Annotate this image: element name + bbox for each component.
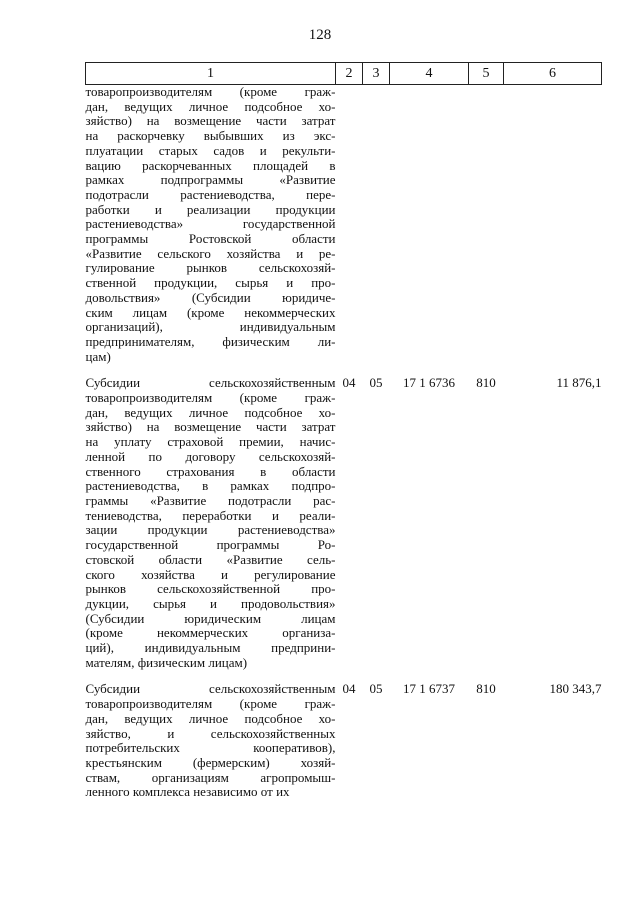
expense-type-code: 810 bbox=[476, 681, 496, 697]
row-description bbox=[86, 682, 336, 800]
description-line: на уплату страховой премии, начис- bbox=[85, 434, 336, 450]
description-line: граммы «Развитие подотрасли рас- bbox=[85, 492, 336, 508]
description-line: программы Ростовской области bbox=[85, 231, 336, 247]
row-description bbox=[86, 376, 336, 670]
description-line: предпринимателям, физическим ли- bbox=[85, 333, 336, 349]
description-line: товаропроизводителям (кроме граж- bbox=[85, 390, 336, 406]
target-article-code: 17 1 6736 bbox=[403, 375, 455, 391]
description-line: Субсидии сельскохозяйственным bbox=[85, 681, 336, 697]
description-line: зяйство) на возмещение части затрат bbox=[85, 113, 336, 129]
description-line: вацию раскорчеванных площадей в bbox=[85, 157, 336, 173]
description-line: подотрасли растениеводства, пере- bbox=[85, 186, 336, 202]
description-line: ственной продукции, сырья и про- bbox=[85, 275, 336, 291]
table-row bbox=[86, 85, 602, 365]
section-code bbox=[336, 85, 363, 365]
expense-type-code: 810 bbox=[476, 375, 496, 391]
description-line: ций), индивидуальным предприни- bbox=[85, 640, 336, 656]
row-description bbox=[86, 85, 336, 365]
description-line: дан, ведущих личное подсобное хо- bbox=[85, 98, 336, 114]
amount-value bbox=[504, 85, 602, 365]
description-line: ского хозяйства и регулирование bbox=[85, 566, 336, 582]
description-line: государственной программы Ро- bbox=[85, 537, 336, 553]
column-header: 3 bbox=[363, 63, 390, 85]
description-line: крестьянским (фермерским) хозяй- bbox=[85, 754, 336, 770]
target-article-code: 17 1 6737 bbox=[403, 681, 455, 697]
expense-type-code bbox=[469, 85, 504, 365]
description-line: рамках подпрограммы «Развитие bbox=[85, 172, 336, 188]
description-line: цам) bbox=[85, 348, 111, 364]
description-line: (кроме некоммерческих организа- bbox=[85, 625, 336, 641]
description-line: растениеводства» государственной bbox=[85, 216, 336, 232]
description-line: (Субсидии юридическим лицам bbox=[85, 610, 336, 626]
description-line: организаций), индивидуальным bbox=[85, 319, 336, 335]
column-header: 5 bbox=[469, 63, 504, 85]
description-line: ствам, организациям агропромыш- bbox=[85, 769, 336, 785]
subsection-code: 05 bbox=[369, 375, 383, 391]
description-line: мателям, физическим лицам) bbox=[85, 654, 248, 670]
description-line: растениеводства, в рамках подпро- bbox=[85, 478, 336, 494]
table-row bbox=[86, 682, 602, 800]
description-line: потребительских кооперативов), bbox=[85, 740, 336, 756]
table-header-row bbox=[86, 63, 602, 85]
subsection-code: 05 bbox=[369, 681, 383, 697]
description-line: гулирование рынков сельскохозяй- bbox=[85, 260, 336, 276]
description-line: зяйство) на возмещение части затрат bbox=[85, 419, 336, 435]
description-line: дукции, сырья и продовольствия» bbox=[85, 595, 336, 611]
description-line: тениеводства, переработки и реали- bbox=[85, 507, 336, 523]
column-header: 1 bbox=[86, 63, 336, 85]
description-line: ственного страхования в области bbox=[85, 463, 336, 479]
description-line: рынков сельскохозяйственной про- bbox=[85, 581, 336, 597]
description-line: зяйство, и сельскохозяйственных bbox=[85, 725, 336, 741]
page-number: 128 bbox=[308, 27, 332, 43]
description-line: «Развитие сельского хозяйства и ре- bbox=[85, 245, 336, 261]
target-article-code bbox=[390, 85, 469, 365]
budget-table bbox=[85, 62, 602, 800]
amount-value: 11 876,1 bbox=[556, 375, 602, 391]
description-line: дан, ведущих личное подсобное хо- bbox=[85, 710, 336, 726]
description-line: товаропроизводителям (кроме граж- bbox=[85, 696, 336, 712]
description-line: Субсидии сельскохозяйственным bbox=[85, 375, 336, 391]
description-line: плуатации старых садов и рекульти- bbox=[85, 142, 336, 158]
description-line: ленного комплекса независимо от их bbox=[85, 784, 290, 800]
description-line: на раскорчевку выбывших из экс- bbox=[85, 128, 336, 144]
section-code: 04 bbox=[342, 681, 356, 697]
description-line: зации продукции растениеводства» bbox=[85, 522, 336, 538]
description-line: ленной по договору сельскохозяй- bbox=[85, 448, 336, 464]
table-row bbox=[86, 376, 602, 670]
description-line: ским лицам (кроме некоммерческих bbox=[85, 304, 336, 320]
column-header: 4 bbox=[390, 63, 469, 85]
description-line: работки и реализации продукции bbox=[85, 201, 336, 217]
column-header: 2 bbox=[336, 63, 363, 85]
column-header: 6 bbox=[504, 63, 602, 85]
description-line: товаропроизводителям (кроме граж- bbox=[85, 84, 336, 99]
section-code: 04 bbox=[342, 375, 356, 391]
subsection-code bbox=[363, 85, 390, 365]
amount-value: 180 343,7 bbox=[549, 681, 602, 697]
description-line: довольствия» (Субсидии юридиче- bbox=[85, 289, 336, 305]
description-line: стовской области «Развитие сель- bbox=[85, 551, 336, 567]
description-line: дан, ведущих личное подсобное хо- bbox=[85, 404, 336, 420]
